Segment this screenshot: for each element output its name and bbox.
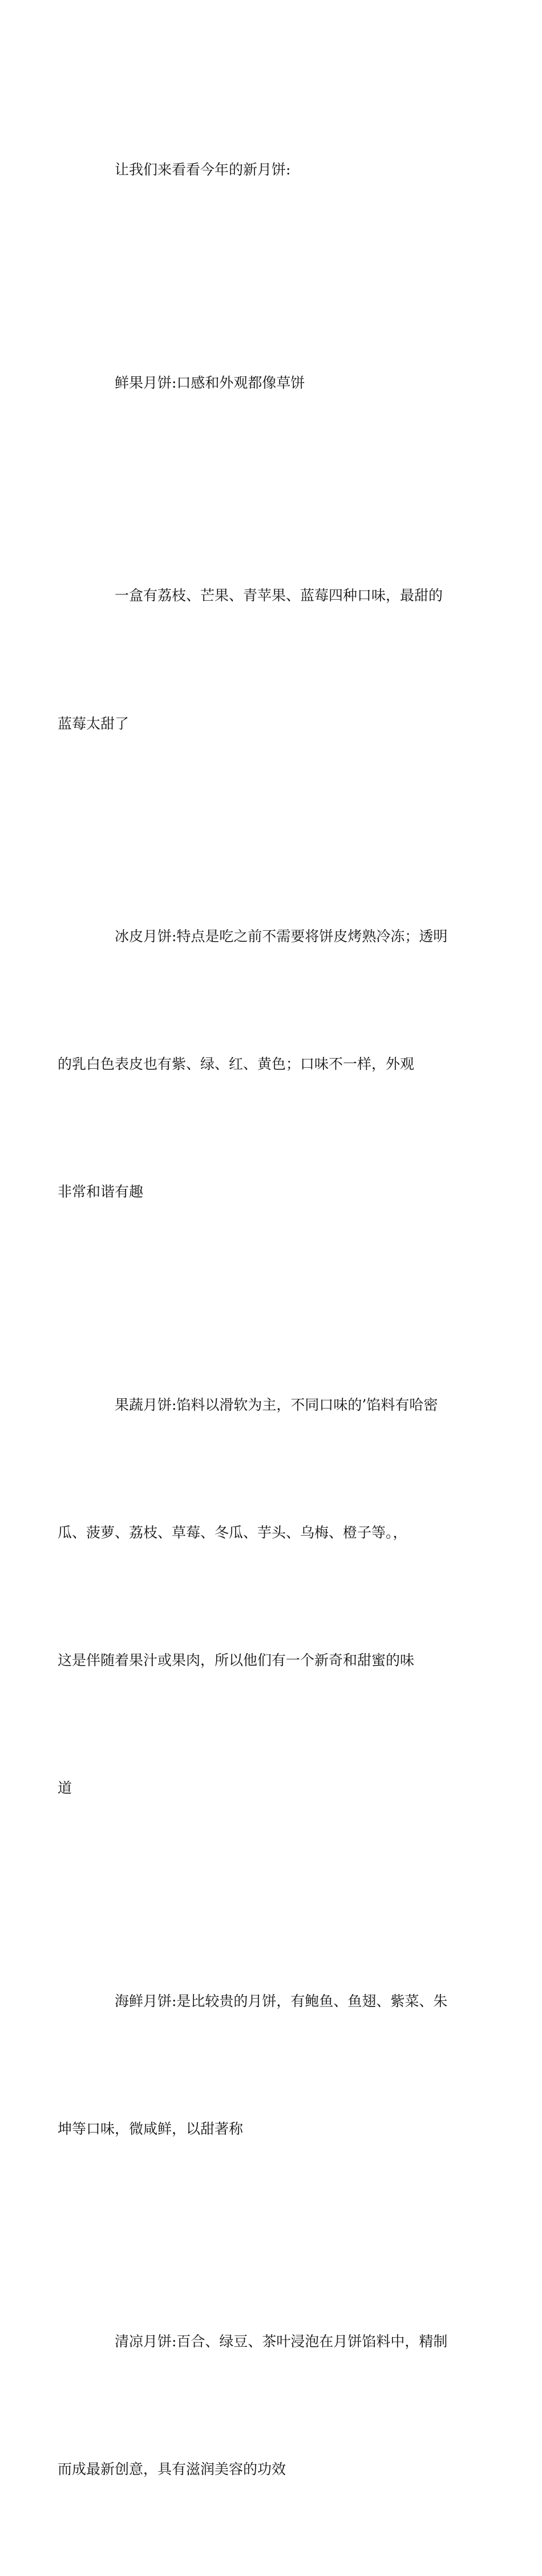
text-line: 而成最新创意，具有滋润美容的功效	[58, 2461, 286, 2478]
text-line: 瓜、菠萝、荔枝、草莓、冬瓜、芋头、乌梅、橙子等。，	[58, 1524, 407, 1541]
text-line: 坤等口味，微咸鲜，以甜著称	[58, 2120, 244, 2137]
text-line: 清凉月饼:百合、绿豆、茶叶浸泡在月饼馅料中，精制	[115, 2333, 448, 2350]
paragraph-fruit-veg-mooncake	[58, 1299, 463, 1895]
text-line: 鲜果月饼:口感和外观都像草饼	[115, 374, 305, 391]
paragraph-fruit-flavors	[58, 490, 463, 831]
text-line: 冰皮月饼:特点是吃之前不需要将饼皮烤熟冷冻；透明	[115, 928, 448, 945]
text-line: 蓝莓太甜了	[58, 715, 130, 732]
text-line: 的乳白色表皮也有紫、绿、红、黄色；口味不一样，外观	[58, 1056, 415, 1073]
document-body	[58, 64, 463, 2576]
paragraph-snowskin-mooncake	[58, 831, 463, 1299]
text-line: 道	[58, 1780, 72, 1797]
paragraph-intro	[86, 64, 463, 277]
text-line: 这是伴随着果汁或果肉，所以他们有一个新奇和甜蜜的味	[58, 1652, 415, 1669]
text-line: 让我们来看看今年的新月饼:	[115, 161, 291, 178]
text-line: 非常和谐有趣	[58, 1183, 144, 1200]
paragraph-fresh-fruit-mooncake	[86, 277, 463, 490]
text-line: 海鲜月饼:是比较贵的月饼，有鲍鱼、鱼翅、紫菜、朱	[115, 1992, 448, 2009]
paragraph-cooling-mooncake	[58, 2236, 463, 2576]
paragraph-seafood-mooncake	[58, 1895, 463, 2236]
text-line: 果蔬月饼:馅料以滑软为主，不同口味的’馅料有哈密	[115, 1396, 438, 1413]
text-line: 一盒有荔枝、芒果、青苹果、蓝莓四种口味，最甜的	[115, 587, 443, 604]
